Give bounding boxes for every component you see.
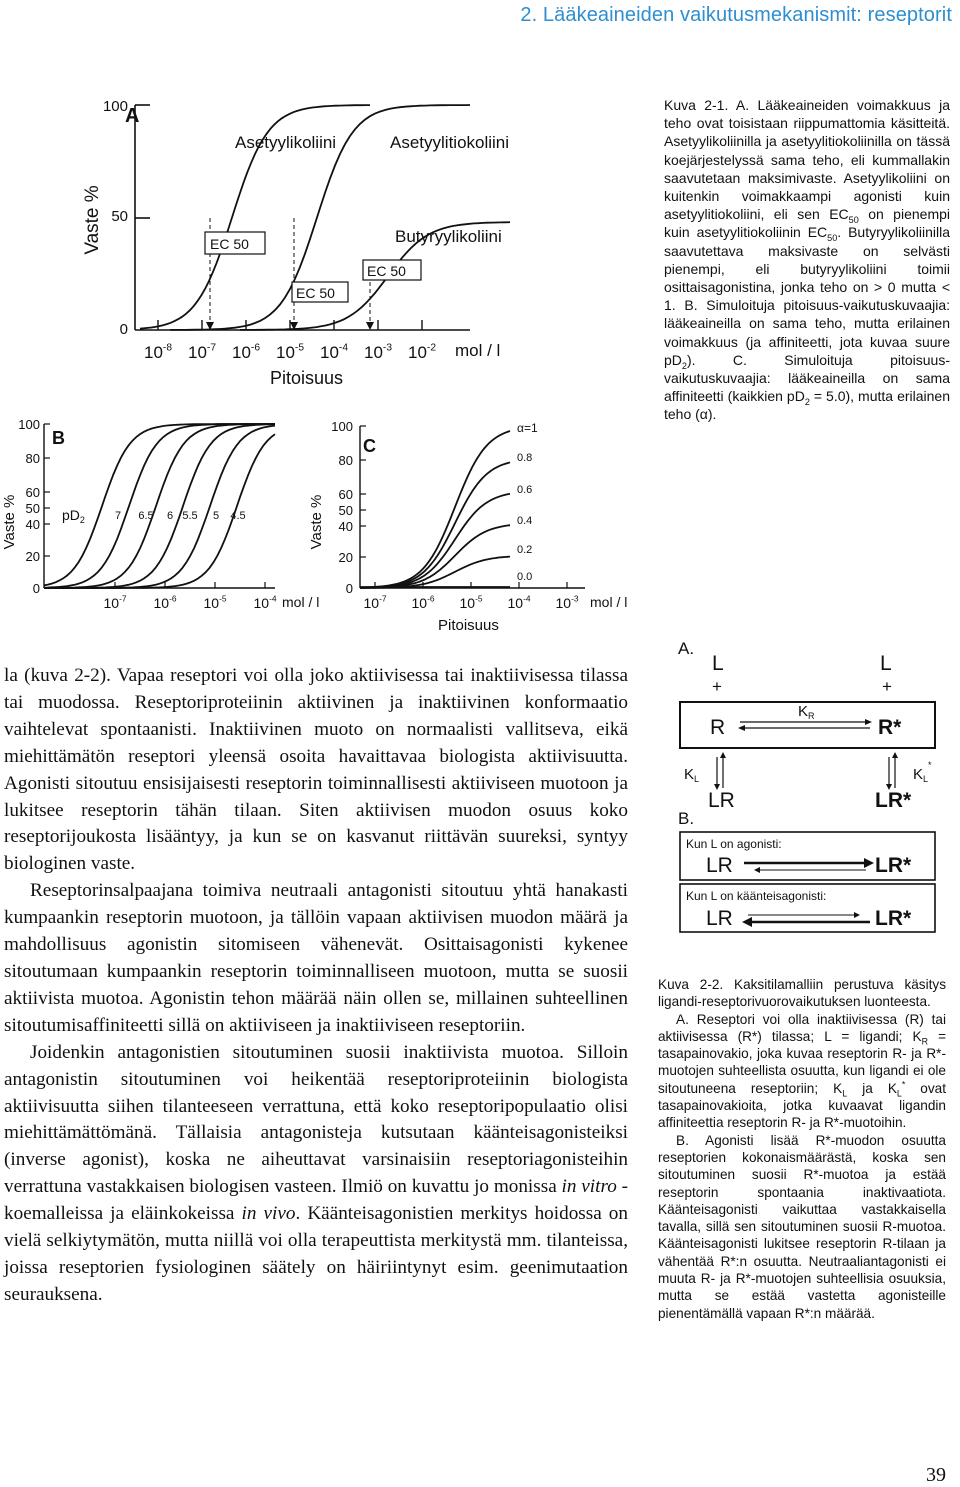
caption-2-part-a: A. Reseptori voi olla inaktiivisessa (R) tai aktiivisessa (R*) tilassa; L = ligandi; $K_R$ = tasapainovakio, joka kuvaa reseptorin R- ja R*-muotojen suhteellista osuutta, kun ligandi ei ole sitoutuneena reseptoriin; $K_L$ ja $K_L^*$ ovat tasapainovakioita, jotka kuvaavat ligandin affiniteettia reseptorin R- ja R*-muotoihin. (658, 1011, 947, 1131)
xtick-label: $10^{-2}$ (408, 342, 436, 362)
ytick-0: 0 (119, 321, 128, 338)
inverse-agonist-arrows (742, 912, 870, 927)
paragraph-2: Reseptorinsalpaajana toimiva neutraali antagonisti sitoutuu yhtä hanakasti kumpaankin reseptorin muotoon, ja tällöin vapaan aktiivisen muodon määrä ja mahdollisuus agonistin sitomiseen vähenevät. Osittaisagonisti kykenee sitoutumaan kumpaankin reseptorin toiminnalliseen muotoon, mutta se suosii aktiivista muotoa. Agonistin tehon määrää näin ollen se, millainen suhteellinen sitoutumisaffiniteetti sillä on aktiiviseen ja inaktiiviseen reseptoriin. (4, 880, 628, 1036)
figure-a-unit: mol / l (455, 341, 501, 360)
ligand-l-left: L (712, 652, 724, 675)
xtick-label: $10^{-3}$ (364, 342, 392, 362)
alpha-label: α=1 (517, 421, 538, 435)
figure-c-alpha-values (517, 452, 532, 583)
pd2-label: $pD_2$ (62, 507, 85, 525)
figure-a-xticks (144, 342, 436, 362)
figure-b-ylabel: Vaste % (1, 494, 18, 550)
xtick-label: $10^{-7}$ (363, 593, 387, 611)
pd2-value-label: 6.5 (138, 510, 154, 522)
xtick-label: $10^{-4}$ (507, 593, 531, 611)
xtick-label: $10^{-8}$ (144, 342, 172, 362)
caption-2-part-b: B. Agonisti lisää R*-muodon osuutta reseptorien kokonaismäärästä, koska sen sitoutuminen suosii R*-muotoa ja estää reseptorin spontaania inaktivaatiota. Käänteisagonisti vaikuttaa vastakkaisella tavalla, sillä sen sitoutuminen suosii R-muotoa. Käänteisagonisti lukitsee reseptorin R-tilaan ja vähentää R*:n osuutta. Neutraaliantagonisti ei muuta R- ja R*-muotojen suhteellisia osuuksia, mutta se estää vastetta agonisteille pienentämällä vapaan R*:n määrää. (658, 1132, 946, 1321)
ec50-label-2: EC 50 (296, 285, 335, 301)
alpha-value-label: 0.6 (517, 484, 533, 496)
curve-alpha-4 (360, 557, 510, 588)
xtick-label: $10^{-5}$ (459, 593, 483, 611)
panel-label-b: B (52, 428, 65, 448)
ligand-l-right: L (880, 652, 892, 675)
kl-star-equilibrium-arrows (886, 752, 898, 790)
figure-c-chart (305, 412, 640, 637)
ec50-label-1: EC 50 (210, 236, 249, 252)
pd2-value-label: 5.5 (182, 510, 198, 522)
kl-label: $K_L$ (684, 766, 700, 784)
figure-2-2-caption (658, 976, 946, 1322)
agonist-title: Kun L on agonisti: (686, 837, 782, 851)
ytick-label: 0 (32, 581, 40, 596)
inverse-lr: LR (706, 907, 733, 930)
xtick-label: $10^{-6}$ (411, 593, 435, 611)
figure-b-curves (44, 424, 275, 588)
two-state-model-diagram (670, 632, 955, 937)
inverse-agonist-title: Kun L on käänteisagonisti: (686, 889, 827, 903)
complex-lr: LR (708, 789, 735, 812)
xtick-label: $10^{-5}$ (276, 342, 304, 362)
plus-right: + (882, 677, 892, 696)
kl-equilibrium-arrows (714, 752, 726, 790)
ytick-label: 40 (25, 517, 40, 532)
receptor-r-star: R* (878, 716, 902, 739)
xtick-label: $10^{-7}$ (188, 342, 216, 362)
figure-c-ylabel: Vaste % (308, 494, 325, 550)
figure-a-ylabel: Vaste % (82, 185, 103, 255)
curve-label-butyryylikoliini: Butyryylikoliini (395, 227, 502, 246)
agonist-lr: LR (706, 854, 733, 877)
ec50-label-3: EC 50 (367, 263, 406, 279)
inverse-lr-star: LR* (875, 907, 912, 930)
alpha-value-label: 0.8 (517, 452, 533, 464)
diagram-label-b: B. (678, 809, 695, 828)
figure-b-yticks (18, 417, 50, 596)
diagram-label-a: A. (678, 639, 695, 658)
running-header: 2. Lääkeaineiden vaikutusmekanismit: reseptorit (520, 4, 952, 26)
curve-label-asetyylikoliini: Asetyylikoliini (235, 133, 337, 152)
ytick-label: 60 (338, 487, 353, 502)
xtick-label: $10^{-6}$ (153, 593, 177, 611)
xtick-label: $10^{-7}$ (103, 593, 127, 611)
plus-left: + (712, 677, 722, 696)
ytick-label: 50 (25, 501, 40, 516)
panel-label-a: A (125, 105, 140, 127)
ytick-label: 20 (338, 550, 353, 565)
ytick-label: 20 (25, 549, 40, 564)
caption-2-title: Kuva 2-2. Kaksitilamalliin perustuva käsitys ligandi-reseptorivuorovaikutuksen luonteesta. (658, 977, 946, 1010)
complex-lr-star: LR* (875, 789, 912, 812)
figure-c-xlabel: Pitoisuus (438, 617, 499, 634)
curve-label-asetyylitiokoliini: Asetyylitiokoliini (390, 133, 510, 152)
pd2-value-label: 6 (166, 510, 174, 522)
ytick-100: 100 (102, 98, 128, 115)
ytick-50: 50 (111, 208, 128, 225)
ytick-label: 0 (345, 581, 353, 596)
ytick-label: 60 (25, 485, 40, 500)
agonist-arrows (744, 858, 874, 873)
curve-alpha-0 (360, 431, 510, 588)
xtick-label: $10^{-4}$ (320, 342, 348, 362)
kr-equilibrium-arrows (738, 719, 872, 731)
paragraph-3: Joidenkin antagonistien sitoutuminen suosii inaktiivista muotoa. Silloin antagonistin sitoutuminen voi heikentää reseptoriproteiinin biologista aktiivisuutta siihen tilanteeseen verrattuna, että koko reseptoripopulaatio olisi miehittämättömänä. Tällaisia antagonisteja kutsutaan käänteisagonisteiksi (inverse agonist), koska ne aiheuttavat varsinaisiin reseptoriagonisteihin verrattuna vastakkaisen biologisen vasteen. Ilmiö on kuvattu jo monissa in vitro -koemalleissa ja eläinkokeissa in vivo. Käänteisagonistien merkitys hoidossa on vielä selkiytymätön, mutta niillä voi olla terapeuttista merkitystä mm. tilanteissa, joissa reseptorien fysiologinen säätely on häiriintynyt esim. geenimutaation seurauksena. (4, 1041, 628, 1305)
figure-a-chart (70, 90, 530, 395)
figure-a-xlabel: Pitoisuus (270, 368, 344, 388)
alpha-value-label: 0.2 (517, 544, 533, 556)
pd2-value-label: 7 (114, 510, 122, 522)
xtick-label: $10^{-5}$ (203, 593, 227, 611)
figure-b-chart (0, 412, 330, 617)
figure-b-xticks (103, 582, 276, 611)
alpha-value-label: 0.4 (517, 515, 533, 527)
alpha-value-label: 0.0 (517, 571, 533, 583)
xtick-label: $10^{-3}$ (555, 593, 579, 611)
pd2-value-label: 4.5 (230, 510, 246, 522)
ytick-label: 100 (18, 417, 40, 432)
panel-label-c: C (363, 436, 376, 456)
body-text (4, 663, 628, 1309)
ytick-label: 50 (338, 503, 353, 518)
receptor-r: R (710, 716, 726, 739)
page-number: 39 (926, 1464, 946, 1486)
xtick-label: $10^{-6}$ (232, 342, 260, 362)
ytick-label: 40 (338, 519, 353, 534)
paragraph-1: la (kuva 2-2). Vapaa reseptori voi olla joko aktiivisessa tai inaktiivisessa tilassa tai muodossa. Reseptoriproteiinin aktiivinen ja inaktiivinen konformaatio vaihtelevat spontaanisti. Inaktiivinen muoto on normaalisti vallitseva, eikä miehittämätön reseptori yleensä osoita havaittavaa biologista aktiivisuutta. Agonisti sitoutuu ensisijaisesti reseptorin toiminnallisesti aktiiviseen muotoon ja lukitsee reseptorin tähän tilaan. Siten aktiivisen muodon osuus koko reseptorijoukosta lisääntyy, ja kun se on kasvanut riittävän suureksi, syntyy biologinen vaste. (4, 665, 628, 875)
ec50-arrowhead (366, 322, 374, 330)
figure-b-unit: mol / l (282, 594, 320, 610)
figure-c-curves (360, 431, 510, 588)
pd2-value-label: 5 (212, 510, 220, 522)
ytick-label: 100 (331, 419, 353, 434)
kr-label: $K_R$ (798, 703, 815, 721)
figure-c-unit: mol / l (590, 594, 628, 610)
ytick-label: 80 (25, 451, 40, 466)
agonist-lr-star: LR* (875, 854, 912, 877)
ytick-label: 80 (338, 453, 353, 468)
xtick-label: $10^{-4}$ (253, 593, 277, 611)
kl-star-label: $K_L^*$ (913, 760, 932, 784)
curve-alpha-3 (360, 525, 510, 588)
curve-alpha-1 (360, 462, 510, 587)
figure-2-1-caption: Kuva 2-1. A. Lääkeaineiden voimakkuus ja teho ovat toisistaan riippumattomia käsitteitä. Asetyylikoliinilla ja asetyylitiokoliinilla on tässä koejärjestelyssä sama teho, eli kummallakin saavutetaan maksimivaste. Asetyylikoliini on kuitenkin voimakkaampi agonisti kuin asetyylitiokoliini, eli sen $EC_{50}$ on pienempi kuin asetyylitiokoliinin $EC_{50}$. Butyryylikoliinilla saavutettava maksivaste on selvästi pienempi, eli butyryylikoliini toimii osittaisagonistina, jonka teho on > 0 mutta < 1. B. Simuloituja pitoisuus-vaikutuskuvaajia: lääkeaineilla on sama teho, mutta erilainen voimakkuus (ja affiniteetti, jota kuvaa suure $pD_2$). C. Simuloituja pitoisuus-vaikutuskuvaajia: lääkeaineilla on sama affiniteetti (kaikkien $pD_2 = 5.0$), mutta erilainen teho (α). (664, 97, 950, 423)
figure-c-yticks (331, 419, 366, 596)
